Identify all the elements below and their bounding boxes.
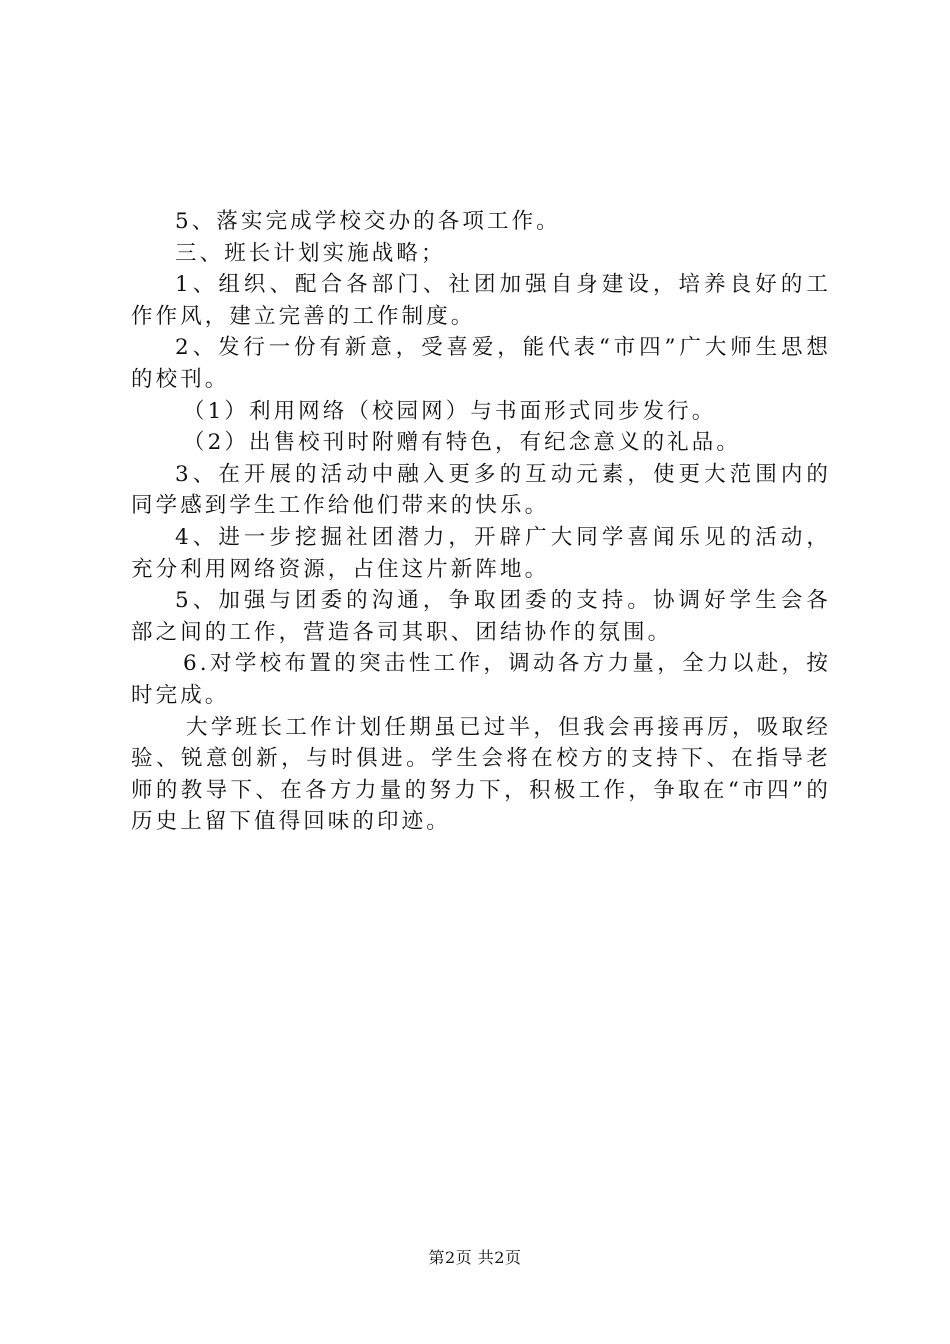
paragraph-item-1: 1、组织、配合各部门、社团加强自身建设，培养良好的工作作风，建立完善的工作制度。 [131,272,831,329]
document-body [131,206,831,838]
paragraph-item-2: 2、发行一份有新意，受喜爱，能代表“市四”广大师生思想的校刊。 [131,335,831,392]
section-heading-strategy: 三、班长计划实施战略； [175,240,446,266]
page-footer: 第2页 共2页 [428,1248,522,1267]
paragraph-item-5: 5、加强与团委的沟通，争取团委的支持。协调好学生会各部之间的工作，营造各司其职、团结协作的氛围。 [131,588,831,645]
paragraph-item-6: 6.对学校布置的突击性工作，调动各方力量，全力以赴，按时完成。 [131,651,831,708]
paragraph-item-4: 4、进一步挖掘社团潜力，开辟广大同学喜闻乐见的活动，充分利用网络资源，占住这片新阵地。 [131,524,831,582]
paragraph-item-5-task: 5、落实完成学校交办的各项工作。 [175,209,561,234]
paragraph-item-3: 3、在开展的活动中融入更多的互动元素，使更大范围内的同学感到学生工作给他们带来的快乐。 [131,461,831,519]
paragraph-subitem-1: （1）利用网络（校园网）与书面形式同步发行。 [183,398,717,424]
paragraph-conclusion: 大学班长工作计划任期虽已过半，但我会再接再厉，吸取经验、锐意创新，与时俱进。学生会将在校方的支持下、在指导老师的教导下、在各方力量的努力下，积极工作，争取在“市四”的历史上留下值得回味的印迹。 [131,714,831,835]
paragraph-subitem-2: （2）出售校刊时附赠有特色，有纪念意义的礼品。 [183,430,741,456]
